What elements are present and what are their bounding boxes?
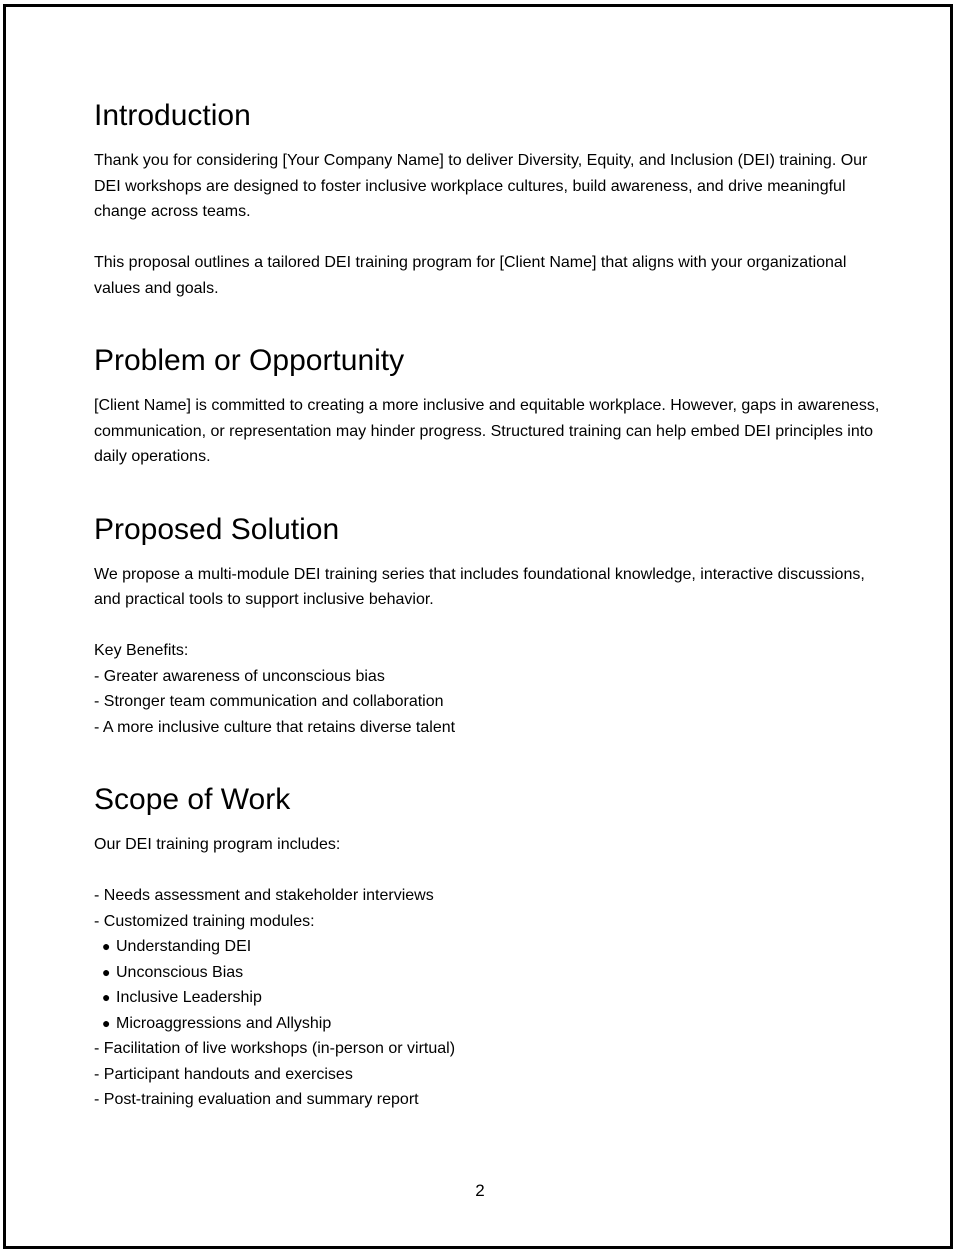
problem-paragraph: [Client Name] is committed to creating a more inclusive and equitable workplace. However, gaps in awareness, communication, or representation may hinder progress. Structured training can help embed DEI principles into daily operations. — [94, 397, 884, 465]
module-label: Understanding DEI — [116, 938, 252, 955]
page-number: 2 — [475, 1181, 485, 1200]
introduction-paragraph-1: Thank you for considering [Your Company Name] to deliver Diversity, Equity, and Inclusion (DEI) training. Our DEI workshops are designed to foster inclusive workplace cultures, build awareness, and drive meaningful change across teams. — [94, 152, 872, 220]
module-list-item — [94, 985, 884, 1011]
scope-intro: Our DEI training program includes: — [94, 836, 341, 853]
module-list-item — [94, 1011, 884, 1037]
introduction-heading: Introduction — [94, 99, 251, 132]
bullet-icon: ● — [102, 938, 111, 954]
scope-item: - Needs assessment and stakeholder interviews — [94, 887, 434, 904]
document-body — [94, 90, 884, 1113]
scope-heading: Scope of Work — [94, 783, 291, 816]
bullet-icon: ● — [102, 989, 111, 1005]
solution-paragraph: We propose a multi-module DEI training series that includes foundational knowledge, interactive discussions, and practical tools to support inclusive behavior. — [94, 565, 870, 608]
module-list-item — [94, 960, 884, 986]
scope-item: - Participant handouts and exercises — [94, 1065, 353, 1083]
benefit-item: - Stronger team communication and collaboration — [94, 693, 444, 710]
solution-heading: Proposed Solution — [94, 512, 340, 546]
key-benefits-label: Key Benefits: — [94, 642, 189, 659]
module-label: Inclusive Leadership — [116, 989, 262, 1006]
module-label: Unconscious Bias — [116, 963, 244, 981]
introduction-paragraph-2: This proposal outlines a tailored DEI training program for [Client Name] that aligns with your organizational values and goals. — [94, 254, 851, 297]
benefit-item: - A more inclusive culture that retains diverse talent — [94, 718, 456, 736]
module-label: Microaggressions and Allyship — [116, 1014, 332, 1032]
benefit-item: - Greater awareness of unconscious bias — [94, 667, 385, 685]
bullet-icon: ● — [102, 1014, 111, 1031]
bullet-icon: ● — [102, 963, 111, 980]
scope-item: - Post-training evaluation and summary report — [94, 1091, 419, 1108]
scope-item: - Facilitation of live workshops (in-person or virtual) — [94, 1040, 456, 1057]
module-list-item — [94, 934, 884, 960]
problem-heading: Problem or Opportunity — [94, 344, 405, 377]
scope-item: - Customized training modules: — [94, 912, 315, 930]
